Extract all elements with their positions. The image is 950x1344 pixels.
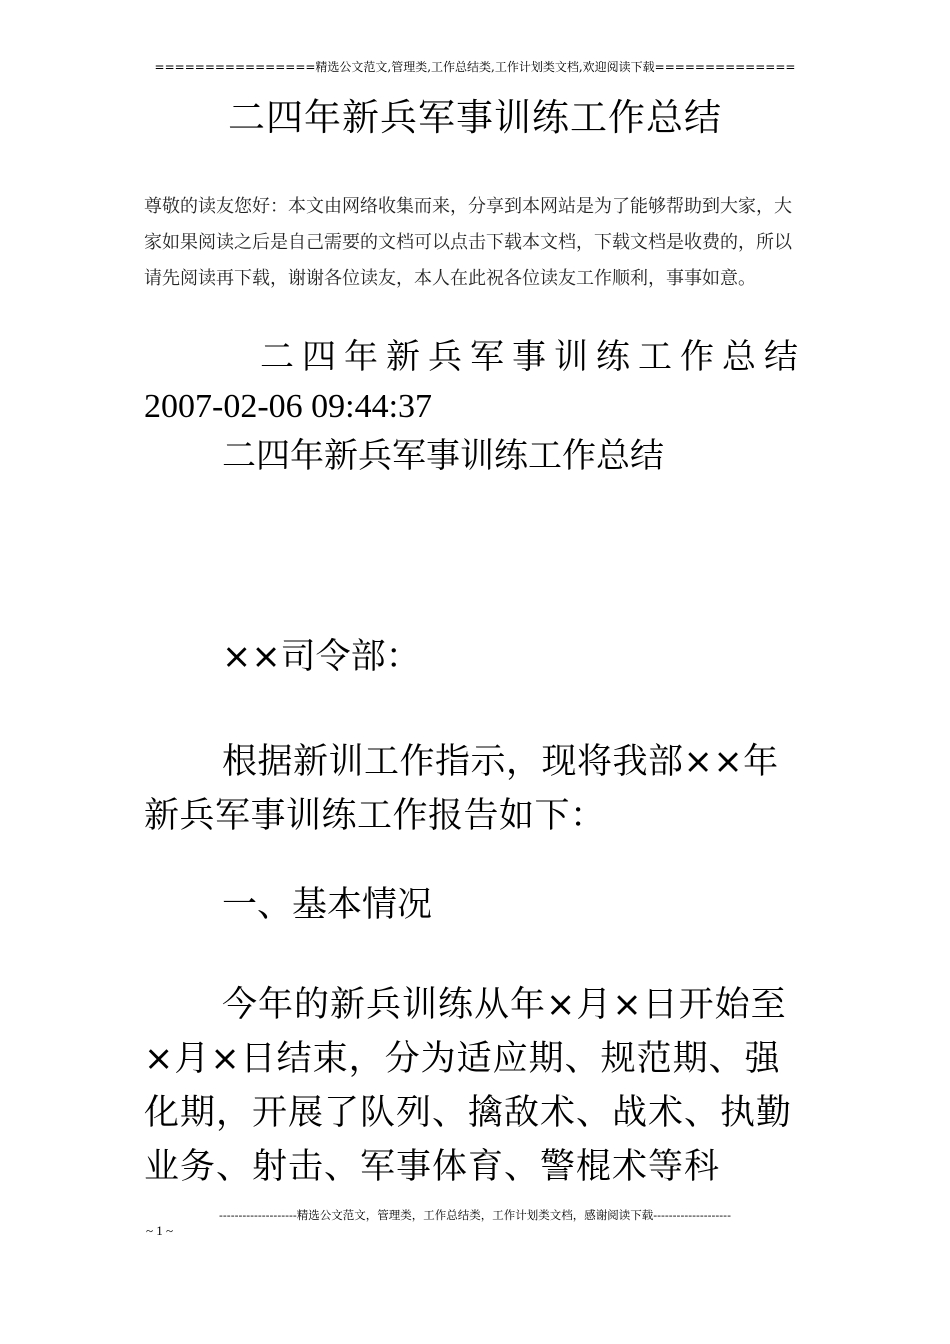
intro-paragraph: 根据新训工作指示，现将我部××年新兵军事训练工作报告如下： — [144, 742, 779, 836]
page-number: ~ 1 ~ — [146, 1223, 174, 1238]
footer-banner: --------------------精选公文范文，管理类，工作总结类，工作计划类文档，感谢阅读下载-------------------- — [219, 1208, 731, 1222]
publish-timestamp: 2007-02-06 09:44:37 — [144, 388, 433, 425]
article-subtitle: 二四年新兵军事训练工作总结 — [260, 337, 806, 377]
reader-notice: 尊敬的读友您好：本文由网络收集而来，分享到本网站是为了能够帮助到大家，大家如果阅读之后是自己需要的文档可以点击下载本文档，下载文档是收费的，所以请先阅读再下载，谢谢各位读友，本人在此祝各位读友工作顺利，事事如意。 — [144, 196, 792, 289]
document-title: 二四年新兵军事训练工作总结 — [228, 96, 722, 139]
section-heading: 一、基本情况 — [222, 885, 433, 925]
addressee: ××司令部： — [222, 637, 421, 677]
header-banner: ================精选公文范文,管理类,工作总结类,工作计划类文档,欢迎阅读下载============== — [154, 60, 796, 74]
body-paragraph: 今年的新兵训练从年×月×日开始至×月×日结束，分为适应期、规范期、强化期，开展了队列、擒敌术、战术、执勤业务、射击、军事体育、警棍术等科 — [144, 985, 793, 1187]
body-title: 二四年新兵军事训练工作总结 — [222, 436, 664, 476]
